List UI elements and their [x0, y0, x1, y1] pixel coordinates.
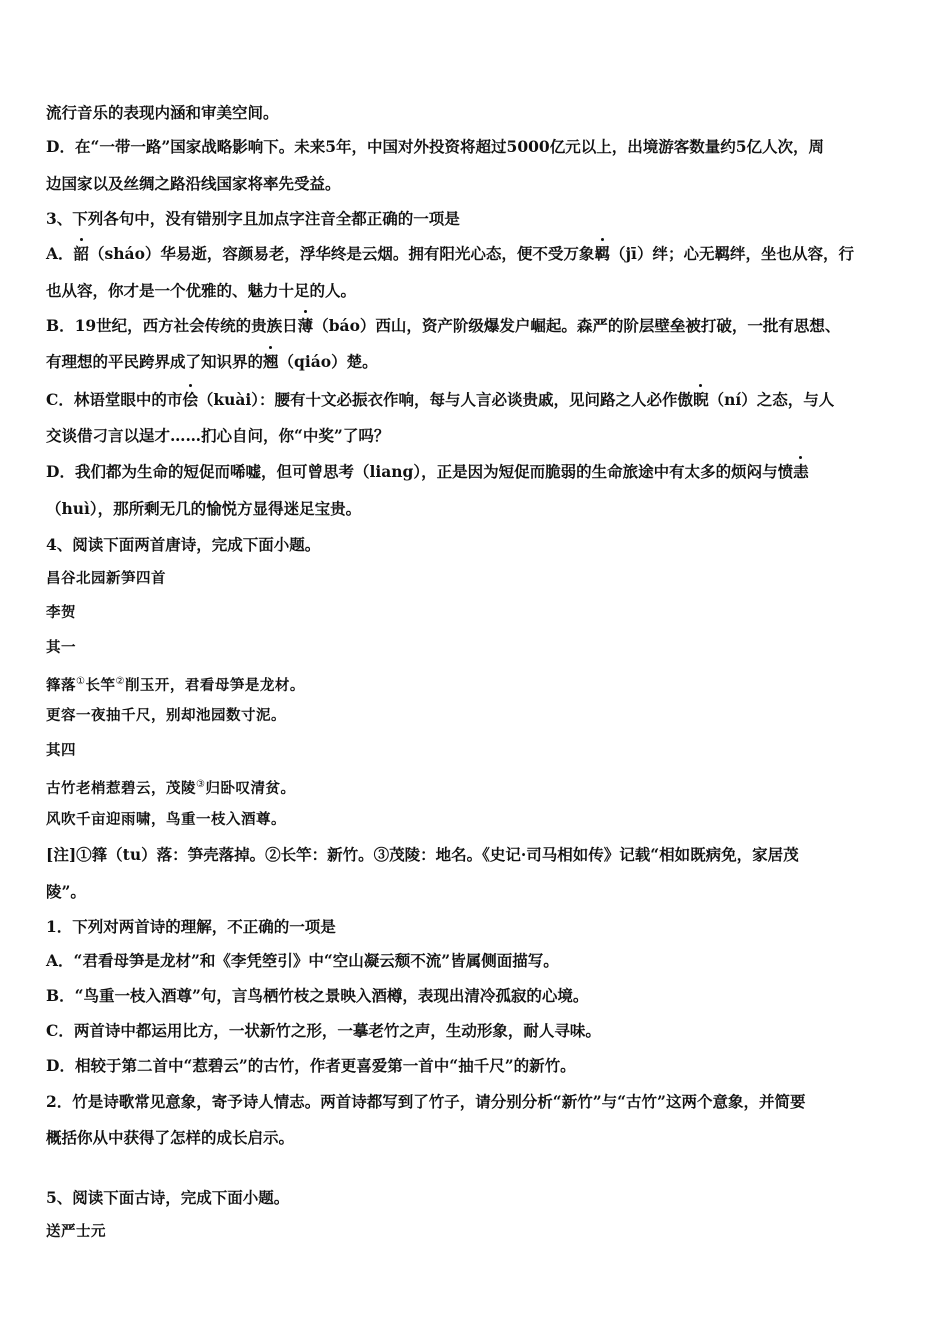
poem-text: 箨落 — [46, 677, 76, 694]
question-5-stem: 5、阅读下面古诗，完成下面小题。 — [46, 1188, 290, 1207]
poem-title: 昌谷北园新笋四首 — [46, 570, 166, 587]
footnote-marker: ③ — [196, 779, 206, 790]
option-text: 有理想的平民跨界成了知识界的 — [46, 352, 264, 371]
question-3-option-a — [46, 244, 916, 264]
poem-section: 其四 — [46, 742, 76, 759]
emphasized-char: 睨 — [693, 390, 709, 409]
option-text: A． — [46, 244, 74, 263]
question-4-1-option-a: A．“君看母笋是龙材”和《李凭箜引》中“空山凝云颓不流”皆属侧面描写。 — [46, 951, 559, 970]
option-text: C．林语堂眼中的市 — [46, 390, 183, 409]
text-line — [46, 352, 916, 372]
option-text: （kuài）：腰有十文必振衣作响，每与人言必谈贵戚，见问路之人必作傲 — [197, 390, 694, 409]
emphasized-char: 翘 — [263, 352, 279, 371]
text-line: 交谈借刁言以逞才……扪心自问，你“中奖”了吗？ — [46, 426, 390, 445]
poem-line — [46, 775, 916, 799]
text-line: 边国家以及丝绸之路沿线国家将率先受益。 — [46, 174, 341, 193]
question-4-1-option-c: C．两首诗中都运用比方，一状新竹之形，一摹老竹之声，生动形象，耐人寻味。 — [46, 1021, 601, 1040]
poem-line: 更容一夜抽千尺，别却池园数寸泥。 — [46, 707, 286, 724]
option-text: B．19世纪，西方社会传统的贵族日 — [46, 316, 298, 335]
question-4-2-stem: 2．竹是诗歌常见意象，寄予诗人情志。两首诗都写到了竹子，请分别分析“新竹”与“古竹”这两个意象，并简要 — [46, 1092, 806, 1111]
footnote-marker: ① — [76, 676, 86, 687]
footnote: 陵”。 — [46, 882, 86, 901]
footnote: [注]①箨（tu）落：笋壳落掉。②长竿：新竹。③茂陵：地名。《史记·司马相如传》记载“相如既病免，家居茂 — [46, 845, 799, 864]
question-4-stem: 4、阅读下面两首唐诗，完成下面小题。 — [46, 535, 321, 554]
question-3-option-c — [46, 390, 916, 410]
text-line: （huì），那所剩无几的愉悦方显得迷足宝贵。 — [46, 499, 362, 518]
option-text: （qiáo）楚。 — [278, 352, 378, 371]
text-line: D．在“一带一路”国家战略影响下。未来5年，中国对外投资将超过5000亿元以上，出境游客数量约5亿人次，周 — [46, 137, 824, 156]
poem-line: 风吹千亩迎雨啸，鸟重一枝入酒尊。 — [46, 811, 286, 828]
emphasized-char: 恚 — [793, 462, 809, 481]
option-text: D．我们都为生命的短促而唏嘘，但可曾思考（liang），正是因为短促而脆弱的生命旅途中有太多的烦闷与愤 — [46, 462, 794, 481]
question-4-1-option-b: B．“鸟重一枝入酒尊”句，言鸟栖竹枝之景映入酒樽，表现出清冷孤寂的心境。 — [46, 986, 589, 1005]
poem-title: 送严士元 — [46, 1223, 106, 1240]
poem-author: 李贺 — [46, 604, 76, 621]
emphasized-char: 韶 — [73, 244, 90, 263]
poem-text: 归卧叹清贫。 — [205, 780, 296, 797]
question-4-1-option-d: D．相较于第二首中“惹碧云”的古竹，作者更喜爱第一首中“抽千尺”的新竹。 — [46, 1056, 576, 1075]
text-line: 流行音乐的表现内涵和审美空间。 — [46, 103, 279, 122]
poem-text: 削玉开，君看母笋是龙材。 — [124, 677, 305, 694]
poem-section: 其一 — [46, 639, 76, 656]
text-line: 概括你从中获得了怎样的成长启示。 — [46, 1128, 295, 1147]
text-line: 也从容，你才是一个优雅的、魅力十足的人。 — [46, 281, 357, 300]
emphasized-char: 羁 — [594, 244, 610, 263]
question-3-option-d — [46, 462, 916, 482]
question-4-1-stem: 1．下列对两首诗的理解，不正确的一项是 — [46, 917, 336, 936]
option-text: （jī）绊；心无羁绊，坐也从容，行 — [609, 244, 854, 263]
emphasized-char: 薄 — [297, 316, 314, 335]
option-text: （sháo）华易逝，容颜易老，浮华终是云烟。拥有阳光心态，便不受万象 — [89, 244, 595, 263]
poem-text: 长竿 — [85, 677, 116, 694]
question-3-option-b — [46, 316, 916, 336]
poem-text: 古竹老梢惹碧云，茂陵 — [46, 780, 196, 797]
footnote-marker: ② — [115, 676, 125, 687]
question-3-stem: 3、下列各句中，没有错别字且加点字注音全都正确的一项是 — [46, 209, 460, 228]
emphasized-char: 侩 — [182, 390, 198, 409]
option-text: （báo）西山，资产阶级爆发户崛起。森严的阶层壁垒被打破，一批有思想、 — [313, 316, 841, 335]
poem-line — [46, 672, 916, 696]
option-text: （ní）之态，与人 — [708, 390, 835, 409]
